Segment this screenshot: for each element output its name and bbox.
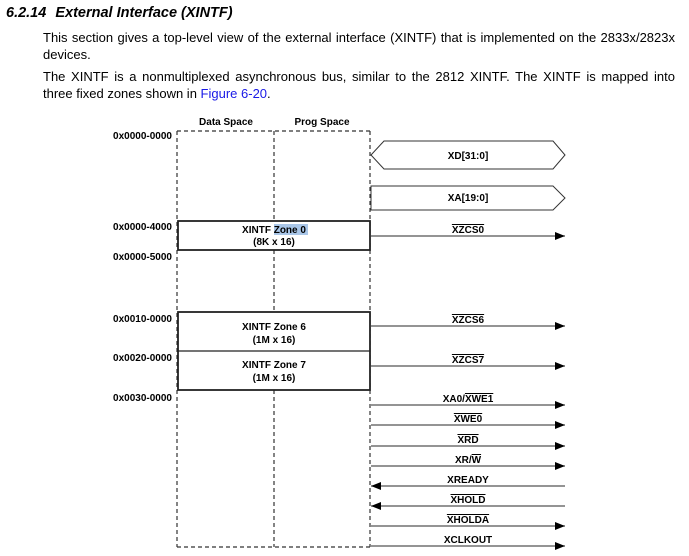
- intro-paragraph: This section gives a top-level view of the external interface (XINTF) that is implemented on the 2833x/2823x devices.: [43, 30, 675, 62]
- output-arrow-icon: [555, 442, 565, 450]
- column-header-prog-space: Prog Space: [294, 117, 350, 128]
- signal-label: XZCS6: [451, 315, 485, 326]
- zone-6-label: XINTF Zone 6: [242, 322, 306, 333]
- address-bus-label: XA[19:0]: [447, 193, 489, 204]
- data-bus-label: XD[31:0]: [447, 151, 489, 162]
- output-arrow-icon: [555, 542, 565, 550]
- zone-0-label: XINTF Zone 0: [242, 225, 306, 236]
- signal-label: XREADY: [447, 475, 489, 486]
- section-title: External Interface (XINTF): [55, 5, 233, 21]
- signal-label: XWE0: [453, 414, 483, 425]
- output-arrow-icon: [555, 421, 565, 429]
- signal-label: XHOLDA: [446, 515, 490, 526]
- column-header-data-space: Data Space: [199, 117, 253, 128]
- signal-label: XRD: [457, 435, 479, 446]
- zones-paragraph-text: The XINTF is a nonmultiplexed asynchronous bus, similar to the 2812 XINTF. The XINTF is mapped into three fixed zones shown in: [43, 69, 675, 101]
- address-label: 0x0000-4000: [113, 222, 172, 233]
- signal-label: XZCS0: [451, 225, 485, 236]
- signal-label: XCLKOUT: [443, 535, 493, 546]
- zone-6-size: (1M x 16): [252, 335, 296, 346]
- output-arrow-icon: [555, 462, 565, 470]
- output-arrow-icon: [555, 322, 565, 330]
- zone-7-label: XINTF Zone 7: [242, 360, 306, 371]
- zone-7-size: (1M x 16): [252, 373, 296, 384]
- address-label: 0x0030-0000: [113, 393, 172, 404]
- signal-label: XZCS7: [451, 355, 485, 366]
- address-label: 0x0020-0000: [113, 353, 172, 364]
- figure-link[interactable]: Figure 6-20: [200, 86, 268, 101]
- signal-label: XHOLD: [450, 495, 486, 506]
- zone-0-size: (8K x 16): [253, 237, 295, 248]
- address-label: 0x0010-0000: [113, 314, 172, 325]
- output-arrow-icon: [555, 232, 565, 240]
- signal-label: XR/W: [454, 455, 482, 466]
- output-arrow-icon: [555, 401, 565, 409]
- zones-paragraph-end: .: [267, 86, 271, 101]
- signal-label: XA0/XWE1: [442, 394, 494, 405]
- address-label: 0x0000-5000: [113, 252, 172, 263]
- address-label: 0x0000-0000: [113, 131, 172, 142]
- signal-lines: [371, 225, 565, 550]
- input-arrow-icon: [371, 502, 381, 510]
- section-number: 6.2.14: [6, 5, 47, 21]
- output-arrow-icon: [555, 522, 565, 530]
- output-arrow-icon: [555, 362, 565, 370]
- input-arrow-icon: [371, 482, 381, 490]
